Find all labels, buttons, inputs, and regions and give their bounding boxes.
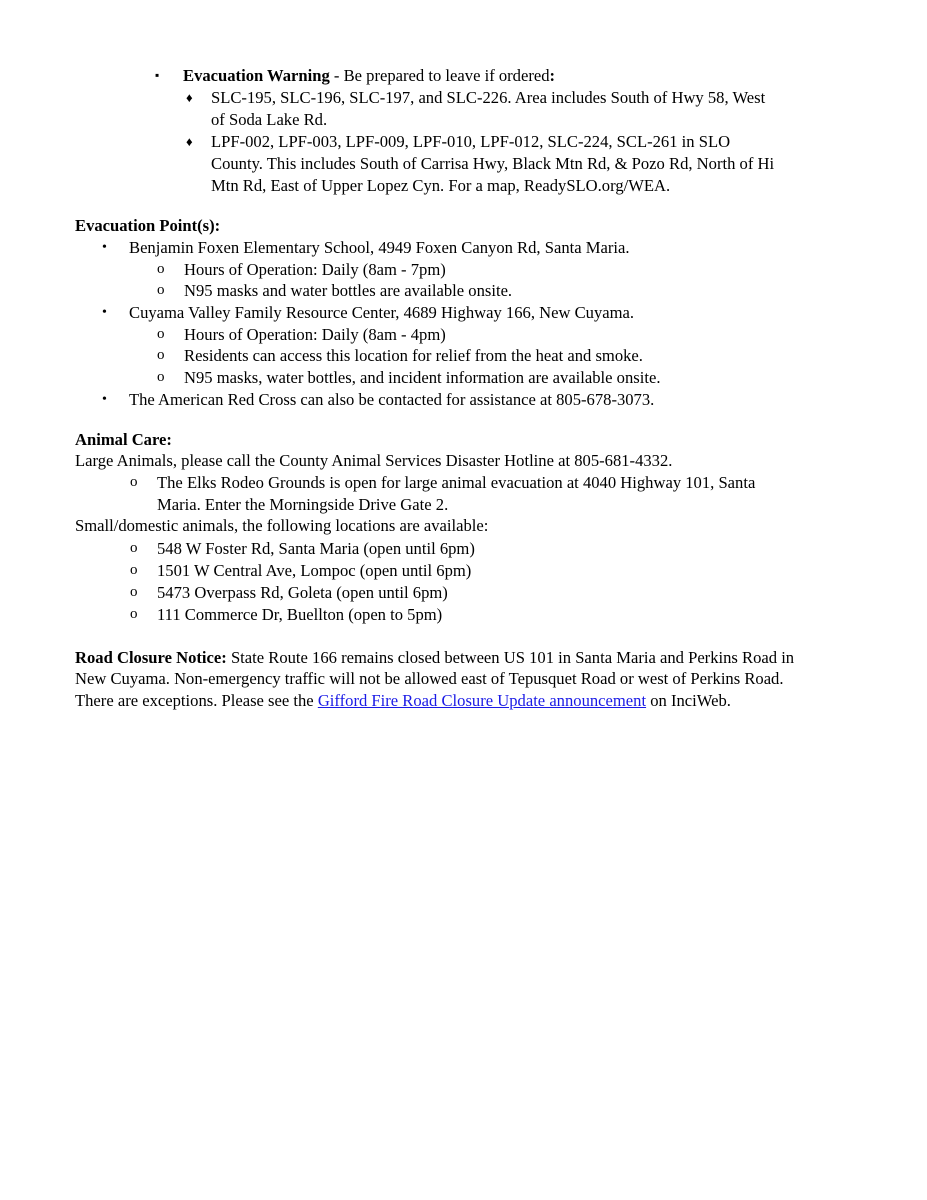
diamond-bullet-icon: ♦ [186, 134, 193, 149]
circle-bullet-icon: o [130, 584, 138, 600]
red-cross-contact: The American Red Cross can also be contacted for assistance at 805-678-3073. [129, 390, 655, 409]
circle-bullet-icon: o [157, 261, 165, 277]
evacuation-warning-text: - Be prepared to leave if ordered [329, 66, 550, 85]
circle-bullet-icon: o [130, 562, 138, 578]
road-closure-text-1: State Route 166 remains closed between US 101 in Santa Maria and Perkins Road in [226, 648, 795, 667]
bullet-icon: • [102, 305, 107, 320]
small-animal-location: 5473 Overpass Rd, Goleta (open until 6pm) [157, 583, 448, 602]
circle-bullet-icon: o [130, 474, 138, 490]
foxen-supplies: N95 masks and water bottles are available onsite. [184, 281, 513, 300]
elks-rodeo-line1: The Elks Rodeo Grounds is open for large animal evacuation at 4040 Highway 101, Santa [157, 473, 756, 492]
foxen-hours: Hours of Operation: Daily (8am - 7pm) [184, 260, 446, 279]
small-animal-location: 548 W Foster Rd, Santa Maria (open until 6pm) [157, 539, 475, 558]
animal-care-heading: Animal Care: [75, 430, 172, 449]
warning-zone-2-line2: County. This includes South of Carrisa Hwy, Black Mtn Rd, & Pozo Rd, North of Hi [211, 154, 775, 173]
road-closure-text-3: There are exceptions. Please see the [75, 691, 318, 710]
bullet-icon: • [102, 392, 107, 407]
elks-rodeo-line2: Maria. Enter the Morningside Drive Gate 2. [157, 495, 449, 514]
evacuation-warning-colon: : [549, 66, 556, 85]
small-animal-location: 1501 W Central Ave, Lompoc (open until 6pm) [157, 561, 472, 580]
warning-zone-1-line2: of Soda Lake Rd. [211, 110, 328, 129]
large-animals-intro: Large Animals, please call the County Animal Services Disaster Hotline at 805-681-4332. [75, 451, 673, 470]
road-closure-label: Road Closure Notice: [75, 648, 227, 667]
evacuation-warning-line [183, 65, 555, 87]
small-animal-location: 111 Commerce Dr, Buellton (open to 5pm) [157, 605, 443, 624]
road-closure-line1 [75, 647, 794, 669]
diamond-bullet-icon: ♦ [186, 90, 193, 105]
warning-zone-1-line1: SLC-195, SLC-196, SLC-197, and SLC-226. Area includes South of Hwy 58, West [211, 88, 766, 107]
evacuation-warning-title: Evacuation Warning [183, 66, 330, 85]
cuyama-hours: Hours of Operation: Daily (8am - 4pm) [184, 325, 446, 344]
road-closure-line3 [75, 690, 731, 712]
small-animals-intro: Small/domestic animals, the following locations are available: [75, 516, 489, 535]
road-closure-update-link[interactable]: Gifford Fire Road Closure Update announcement [317, 691, 647, 710]
warning-zone-2-line1: LPF-002, LPF-003, LPF-009, LPF-010, LPF-012, SLC-224, SCL-261 in SLO [211, 132, 731, 151]
cuyama-relief: Residents can access this location for relief from the heat and smoke. [184, 346, 643, 365]
evacuation-points-heading: Evacuation Point(s): [75, 216, 221, 235]
cuyama-supplies: N95 masks, water bottles, and incident information are available onsite. [184, 368, 661, 387]
warning-zone-2-line3: Mtn Rd, East of Upper Lopez Cyn. For a map, ReadySLO.org/WEA. [211, 176, 671, 195]
circle-bullet-icon: o [157, 282, 165, 298]
circle-bullet-icon: o [157, 347, 165, 363]
evac-site-foxen: Benjamin Foxen Elementary School, 4949 Foxen Canyon Rd, Santa Maria. [129, 238, 630, 257]
square-bullet-icon: ▪ [155, 68, 160, 82]
circle-bullet-icon: o [130, 540, 138, 556]
bullet-icon: • [102, 240, 107, 255]
circle-bullet-icon: o [130, 606, 138, 622]
road-closure-line2: New Cuyama. Non-emergency traffic will not be allowed east of Tepusquet Road or west of Perkins Road. [75, 669, 784, 688]
evac-site-cuyama: Cuyama Valley Family Resource Center, 4689 Highway 166, New Cuyama. [129, 303, 635, 322]
road-closure-text-4: on InciWeb. [646, 691, 731, 710]
circle-bullet-icon: o [157, 326, 165, 342]
circle-bullet-icon: o [157, 369, 165, 385]
